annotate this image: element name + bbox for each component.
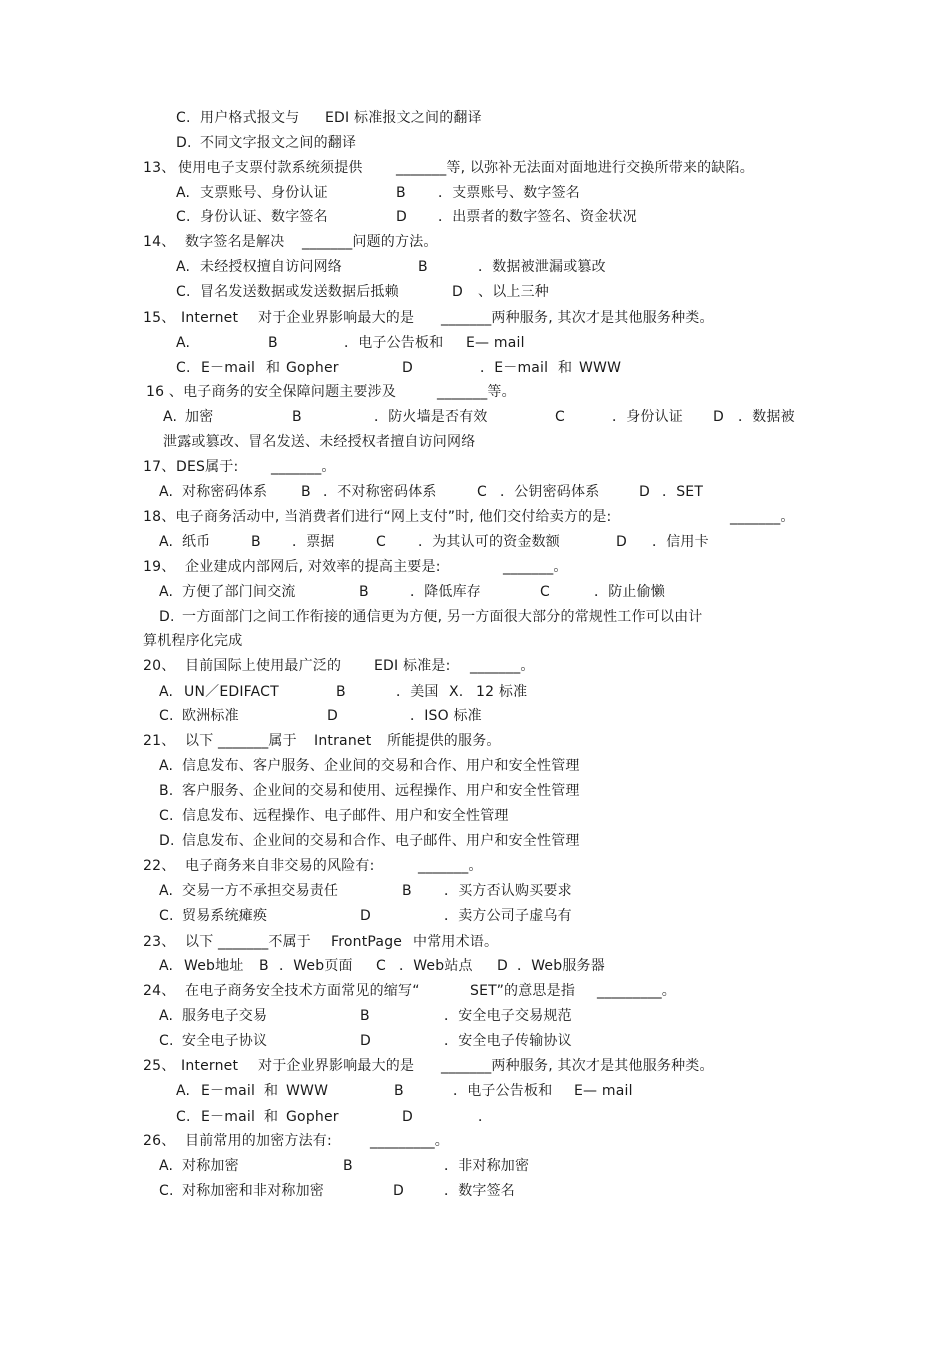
text-segment: 20、 bbox=[143, 658, 176, 674]
text-segment: B. bbox=[159, 783, 174, 799]
text-segment: 以下 bbox=[185, 733, 214, 749]
text-line bbox=[0, 855, 950, 877]
text-segment: ．防火墙是否有效 bbox=[374, 409, 488, 425]
text-segment: 和 bbox=[266, 360, 281, 376]
text-segment: D bbox=[713, 409, 724, 425]
text-segment: 和 bbox=[558, 360, 573, 376]
text-segment: 加密 bbox=[185, 409, 214, 425]
text-line bbox=[0, 581, 950, 603]
text-segment: ．非对称加密 bbox=[444, 1158, 530, 1174]
text-segment: ．不对称密码体系 bbox=[323, 484, 437, 500]
text-segment: 和 bbox=[264, 1083, 279, 1099]
text-line bbox=[0, 182, 950, 204]
text-segment: Intranet bbox=[314, 733, 372, 749]
text-segment: A. bbox=[176, 259, 191, 275]
text-segment: UN／EDIFACT bbox=[184, 684, 279, 700]
text-line bbox=[0, 406, 950, 428]
text-segment: D bbox=[402, 360, 413, 376]
text-line bbox=[0, 481, 950, 503]
text-segment: 21、 bbox=[143, 733, 176, 749]
text-segment: ．数据被泄漏或篡改 bbox=[478, 259, 606, 275]
text-line bbox=[0, 931, 950, 953]
text-line bbox=[0, 705, 950, 727]
text-segment: C. bbox=[176, 360, 191, 376]
text-segment: 服务电子交易 bbox=[182, 1008, 268, 1024]
text-line bbox=[0, 231, 950, 253]
text-line bbox=[0, 681, 950, 703]
text-segment: A. bbox=[159, 584, 174, 600]
text-segment: ．SET bbox=[662, 484, 704, 500]
text-segment: X. bbox=[449, 684, 464, 700]
text-segment: 安全电子协议 bbox=[182, 1033, 268, 1049]
text-segment: B bbox=[259, 958, 269, 974]
text-line bbox=[0, 206, 950, 228]
text-segment: ．Web服务器 bbox=[517, 958, 605, 974]
text-segment: ．出票者的数字签名、资金状况 bbox=[438, 209, 637, 225]
text-segment: 在电子商务安全技术方面常见的缩写“ bbox=[185, 983, 420, 999]
text-segment: _______不属于 bbox=[218, 934, 311, 950]
text-line bbox=[0, 456, 950, 478]
text-segment: 泄露或篡改、冒名发送、未经授权者擅自访问网络 bbox=[163, 434, 476, 450]
text-segment: B bbox=[418, 259, 428, 275]
text-segment: _______。 bbox=[271, 459, 336, 475]
text-segment: B bbox=[268, 335, 278, 351]
text-line bbox=[0, 655, 950, 677]
text-segment: 19、 bbox=[143, 559, 176, 575]
text-line bbox=[0, 556, 950, 578]
text-segment: C bbox=[376, 958, 386, 974]
text-line bbox=[0, 431, 950, 453]
text-segment: A. bbox=[159, 1158, 174, 1174]
text-segment: 24、 bbox=[143, 983, 176, 999]
text-segment: ．E－mail bbox=[480, 360, 549, 376]
text-segment: D bbox=[497, 958, 508, 974]
text-segment: _______。 bbox=[730, 509, 795, 525]
text-segment: C bbox=[376, 534, 386, 550]
text-segment: D bbox=[402, 1109, 413, 1125]
text-segment: D. bbox=[176, 135, 192, 151]
text-segment: ．为其认可的资金数额 bbox=[418, 534, 560, 550]
text-segment: A. bbox=[176, 185, 191, 201]
text-line bbox=[0, 980, 950, 1002]
text-segment: 纸币 bbox=[182, 534, 211, 550]
text-segment: ．安全电子传输协议 bbox=[444, 1033, 572, 1049]
text-segment: C bbox=[540, 584, 550, 600]
text-line bbox=[0, 1030, 950, 1052]
text-segment: A. bbox=[159, 534, 174, 550]
text-segment: ． bbox=[478, 1109, 493, 1125]
text-segment: Gopher bbox=[286, 1109, 339, 1125]
text-segment: B bbox=[396, 185, 406, 201]
text-segment: C. bbox=[176, 110, 191, 126]
text-line bbox=[0, 730, 950, 752]
text-segment: 算机程序化完成 bbox=[143, 633, 243, 649]
text-segment: E－mail bbox=[201, 1083, 256, 1099]
text-line bbox=[0, 1106, 950, 1128]
text-segment: ．票据 bbox=[292, 534, 335, 550]
text-segment: FrontPage bbox=[331, 934, 403, 950]
text-segment: D bbox=[393, 1183, 404, 1199]
text-segment: ．防止偷懒 bbox=[594, 584, 665, 600]
text-segment: A. bbox=[159, 484, 174, 500]
text-segment: ．Web站点 bbox=[399, 958, 473, 974]
text-segment: B bbox=[402, 883, 412, 899]
text-segment: D bbox=[360, 908, 371, 924]
text-segment: ．公钥密码体系 bbox=[500, 484, 600, 500]
text-segment: 对称密码体系 bbox=[182, 484, 268, 500]
text-segment: ．安全电子交易规范 bbox=[444, 1008, 572, 1024]
text-segment: 电子商务来自非交易的风险有: bbox=[185, 858, 375, 874]
text-segment: 方便了部门间交流 bbox=[182, 584, 296, 600]
text-segment: A. bbox=[176, 1083, 191, 1099]
text-line bbox=[0, 880, 950, 902]
text-line bbox=[0, 755, 950, 777]
text-segment: ．ISO 标准 bbox=[410, 708, 482, 724]
text-line bbox=[0, 307, 950, 329]
text-segment: B bbox=[394, 1083, 404, 1099]
text-segment: 对于企业界影响最大的是 bbox=[258, 1058, 415, 1074]
text-segment: D. bbox=[159, 833, 175, 849]
text-segment: 交易一方不承担交易责任 bbox=[182, 883, 339, 899]
text-segment: A. bbox=[163, 409, 178, 425]
text-segment: 17、 bbox=[143, 459, 176, 475]
text-segment: 18、电子商务活动中, 当消费者们进行“网上支付”时, 他们交付给卖方的是: bbox=[143, 509, 612, 525]
text-segment: B bbox=[343, 1158, 353, 1174]
text-segment: A. bbox=[176, 335, 191, 351]
text-segment: EDI 标准报文之间的翻译 bbox=[325, 110, 482, 126]
text-segment: 12 标准 bbox=[476, 684, 528, 700]
text-segment: _______属于 bbox=[218, 733, 297, 749]
text-segment: C. bbox=[176, 284, 191, 300]
text-line bbox=[0, 531, 950, 553]
text-segment: 所能提供的服务。 bbox=[387, 733, 501, 749]
text-segment: 贸易系统瘫痪 bbox=[182, 908, 268, 924]
text-segment: C. bbox=[159, 1183, 174, 1199]
text-segment: B bbox=[251, 534, 261, 550]
text-segment: 中常用术语。 bbox=[413, 934, 499, 950]
text-segment: 22、 bbox=[143, 858, 176, 874]
text-segment: 信息发布、企业间的交易和合作、电子邮件、用户和安全性管理 bbox=[182, 833, 580, 849]
text-segment: 支票账号、身份认证 bbox=[200, 185, 328, 201]
text-segment: 不同文字报文之间的翻译 bbox=[200, 135, 357, 151]
text-segment: WWW bbox=[579, 360, 622, 376]
text-line bbox=[0, 1130, 950, 1152]
text-segment: 13、 bbox=[143, 160, 176, 176]
text-segment: Internet bbox=[181, 310, 239, 326]
text-segment: ．数据被 bbox=[738, 409, 795, 425]
text-segment: EDI 标准是: bbox=[374, 658, 451, 674]
text-segment: _________。 bbox=[597, 983, 676, 999]
text-segment: C. bbox=[159, 1033, 174, 1049]
text-segment: D bbox=[360, 1033, 371, 1049]
text-line bbox=[0, 1005, 950, 1027]
text-line bbox=[0, 506, 950, 528]
text-segment: C. bbox=[176, 1109, 191, 1125]
text-line bbox=[0, 381, 950, 403]
text-line bbox=[0, 1155, 950, 1177]
text-segment: 身份认证、数字签名 bbox=[200, 209, 328, 225]
text-segment: 26、 bbox=[143, 1133, 176, 1149]
text-line bbox=[0, 281, 950, 303]
text-segment: ．卖方公司子虚乌有 bbox=[444, 908, 572, 924]
text-segment: C bbox=[477, 484, 487, 500]
text-segment: A. bbox=[159, 684, 174, 700]
text-segment: ．美国 bbox=[396, 684, 439, 700]
text-line bbox=[0, 606, 950, 628]
text-line bbox=[0, 332, 950, 354]
text-line bbox=[0, 157, 950, 179]
text-segment: 对称加密和非对称加密 bbox=[182, 1183, 324, 1199]
text-segment: B bbox=[336, 684, 346, 700]
text-segment: 客户服务、企业间的交易和使用、远程操作、用户和安全性管理 bbox=[182, 783, 580, 799]
text-segment: C. bbox=[159, 708, 174, 724]
text-segment: 对称加密 bbox=[182, 1158, 239, 1174]
text-line bbox=[0, 630, 950, 652]
text-segment: ．信用卡 bbox=[652, 534, 709, 550]
text-segment: ．Web页面 bbox=[279, 958, 353, 974]
text-segment: 、以上三种 bbox=[478, 284, 549, 300]
text-segment: E－mail bbox=[201, 360, 256, 376]
text-segment: 用户格式报文与 bbox=[200, 110, 300, 126]
text-segment: _______两种服务, 其次才是其他服务种类。 bbox=[441, 1058, 714, 1074]
text-segment: 未经授权擅自访问网络 bbox=[200, 259, 342, 275]
text-segment: ．电子公告板和 bbox=[344, 335, 444, 351]
text-line bbox=[0, 1055, 950, 1077]
text-segment: _________。 bbox=[370, 1133, 449, 1149]
text-segment: 信息发布、远程操作、电子邮件、用户和安全性管理 bbox=[182, 808, 509, 824]
text-segment: ．身份认证 bbox=[612, 409, 683, 425]
text-segment: 信息发布、客户服务、企业间的交易和合作、用户和安全性管理 bbox=[182, 758, 580, 774]
text-line bbox=[0, 905, 950, 927]
text-segment: 数字签名是解决 bbox=[185, 234, 285, 250]
text-segment: C. bbox=[159, 808, 174, 824]
text-segment: 以下 bbox=[185, 934, 214, 950]
text-line bbox=[0, 357, 950, 379]
text-segment: ．降低库存 bbox=[410, 584, 481, 600]
text-segment: 16 、电子商务的安全保障问题主要涉及 bbox=[146, 384, 397, 400]
text-segment: D. bbox=[159, 609, 175, 625]
text-line bbox=[0, 830, 950, 852]
text-segment: D bbox=[396, 209, 407, 225]
text-segment: 企业建成内部网后, 对效率的提高主要是: bbox=[185, 559, 441, 575]
text-segment: WWW bbox=[286, 1083, 329, 1099]
text-segment: ．支票账号、数字签名 bbox=[438, 185, 580, 201]
text-segment: _______。 bbox=[418, 858, 483, 874]
text-segment: ．数字签名 bbox=[444, 1183, 515, 1199]
text-segment: A. bbox=[159, 958, 174, 974]
text-segment: Web地址 bbox=[184, 958, 244, 974]
text-segment: _______。 bbox=[503, 559, 568, 575]
text-segment: B bbox=[292, 409, 302, 425]
text-segment: 目前常用的加密方法有: bbox=[185, 1133, 332, 1149]
text-segment: C bbox=[555, 409, 565, 425]
text-line bbox=[0, 780, 950, 802]
text-segment: _______等, 以弥补无法面对面地进行交换所带来的缺陷。 bbox=[396, 160, 754, 176]
text-segment: 目前国际上使用最广泛的 bbox=[185, 658, 342, 674]
text-segment: SET”的意思是指 bbox=[470, 983, 576, 999]
text-segment: 14、 bbox=[143, 234, 176, 250]
text-segment: 25、 bbox=[143, 1058, 176, 1074]
text-segment: D bbox=[639, 484, 650, 500]
text-segment: 冒名发送数据或发送数据后抵赖 bbox=[200, 284, 399, 300]
text-segment: _______两种服务, 其次才是其他服务种类。 bbox=[441, 310, 714, 326]
text-line bbox=[0, 256, 950, 278]
text-segment: 对于企业界影响最大的是 bbox=[258, 310, 415, 326]
text-segment: B bbox=[301, 484, 311, 500]
text-segment: Internet bbox=[181, 1058, 239, 1074]
text-segment: D bbox=[327, 708, 338, 724]
text-segment: E— mail bbox=[574, 1083, 633, 1099]
text-segment: A. bbox=[159, 758, 174, 774]
text-segment: 15、 bbox=[143, 310, 176, 326]
text-segment: D bbox=[616, 534, 627, 550]
text-segment: Gopher bbox=[286, 360, 339, 376]
text-segment: 和 bbox=[264, 1109, 279, 1125]
text-segment: 欧洲标准 bbox=[182, 708, 239, 724]
text-segment: B bbox=[359, 584, 369, 600]
text-segment: C. bbox=[159, 908, 174, 924]
text-line bbox=[0, 1080, 950, 1102]
text-segment: _______等。 bbox=[437, 384, 516, 400]
text-line bbox=[0, 132, 950, 154]
text-line bbox=[0, 1180, 950, 1202]
text-segment: ．电子公告板和 bbox=[453, 1083, 553, 1099]
text-line bbox=[0, 955, 950, 977]
text-segment: C. bbox=[176, 209, 191, 225]
text-segment: A. bbox=[159, 1008, 174, 1024]
text-segment: 23、 bbox=[143, 934, 176, 950]
text-segment: E－mail bbox=[201, 1109, 256, 1125]
text-segment: E— mail bbox=[466, 335, 525, 351]
text-segment: 使用电子支票付款系统须提供 bbox=[178, 160, 363, 176]
text-line bbox=[0, 805, 950, 827]
text-segment: DES属于: bbox=[176, 459, 239, 475]
text-segment: A. bbox=[159, 883, 174, 899]
text-line bbox=[0, 107, 950, 129]
text-segment: _______问题的方法。 bbox=[302, 234, 438, 250]
text-segment: B bbox=[360, 1008, 370, 1024]
text-segment: D bbox=[452, 284, 463, 300]
text-segment: _______。 bbox=[470, 658, 535, 674]
text-segment: 一方面部门之间工作衔接的通信更为方便, 另一方面很大部分的常规性工作可以由计 bbox=[182, 609, 703, 625]
text-segment: ．买方否认购买要求 bbox=[444, 883, 572, 899]
